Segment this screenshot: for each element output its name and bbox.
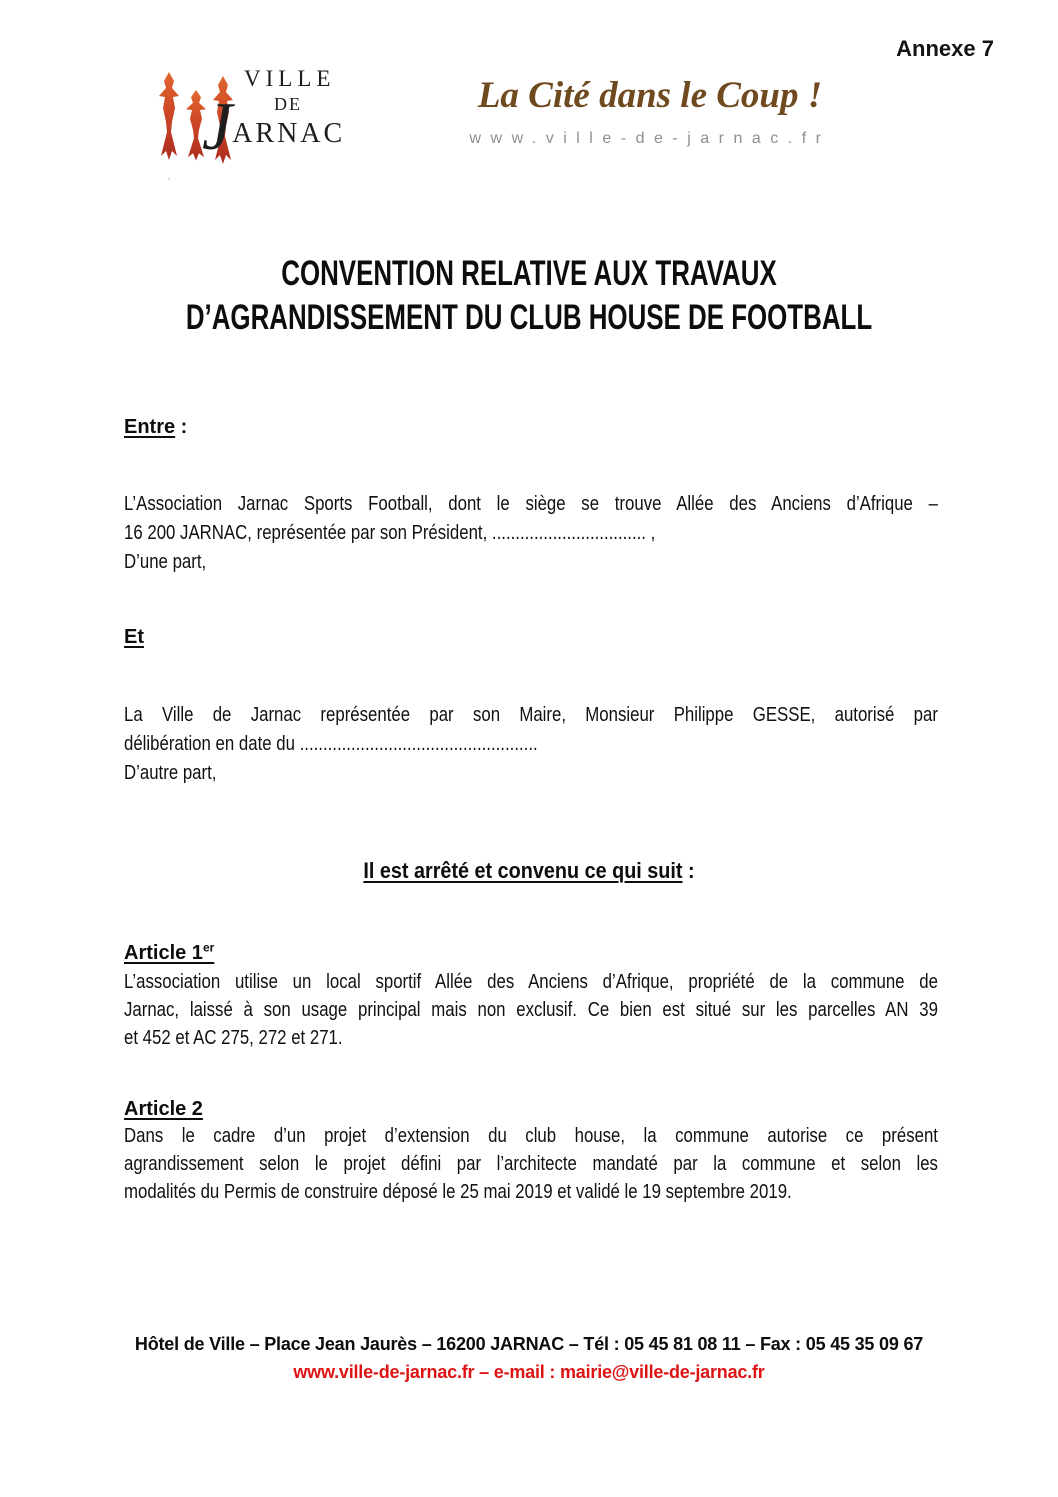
article1-heading: [124, 940, 214, 965]
article2-paragraph: [124, 1122, 938, 1206]
article1-line: Jarnac, laissé à son usage principal mais non exclusif. Ce bien est situé sur les parcelles AN 39: [124, 999, 938, 1021]
party1-line: D’une part,: [124, 551, 207, 573]
et-label: Et: [124, 626, 144, 648]
city-tagline: La Cité dans le Coup !: [477, 75, 823, 116]
entre-label: Entre: [124, 416, 176, 438]
party2-line: délibération en date du ...................................................: [124, 733, 538, 755]
article2-heading-text: Article 2: [124, 1098, 203, 1120]
footer-contact: www.ville-de-jarnac.fr – e-mail : mairie@ville-de-jarnac.fr: [293, 1362, 765, 1382]
logo-text-ville: VILLE: [244, 66, 336, 91]
section-heading-et: [124, 626, 144, 649]
ville-de-jarnac-logo: [158, 62, 418, 182]
article2-line: agrandissement selon le projet défini par l’architecte mandaté par la commune et selon les: [124, 1153, 938, 1175]
article1-heading-superscript: er: [202, 940, 215, 954]
article2-line: Dans le cadre d’un projet d’extension du club house, la commune autorise ce présent: [124, 1125, 938, 1147]
article1-line: L’association utilise un local sportif Allée des Anciens d’Afrique, propriété de la commune de: [124, 971, 938, 993]
party2-line: D’autre part,: [124, 762, 217, 784]
article1-paragraph: [124, 968, 938, 1052]
logo-text-jarnac: [202, 88, 346, 164]
footer-address: Hôtel de Ville – Place Jean Jaurès – 16200 JARNAC – Tél : 05 45 81 08 11 – Fax : 05 45 35 09 67: [134, 1334, 924, 1354]
document-title-line1: CONVENTION RELATIVE AUX TRAVAUX: [281, 254, 777, 293]
agreement-heading: [53, 858, 1005, 884]
logo-text-de: DE: [274, 94, 302, 114]
section-heading-entre: [124, 416, 187, 439]
document-title-line2: D’AGRANDISSEMENT DU CLUB HOUSE DE FOOTBALL: [185, 298, 873, 337]
header-website-url: www.ville-de-jarnac.fr: [469, 130, 831, 147]
party1-line: L’Association Jarnac Sports Football, dont le siège se trouve Allée des Anciens d’Afrique –: [124, 493, 938, 515]
annexe-label: Annexe 7: [896, 36, 994, 61]
logo-jarnac-initial: J: [202, 88, 233, 164]
party2-paragraph: [124, 701, 938, 788]
document-title: [138, 252, 921, 340]
entre-colon: :: [175, 416, 188, 438]
party1-line: 16 200 JARNAC, représentée par son Président, ................................. ,: [124, 522, 656, 544]
article2-line: modalités du Permis de construire déposé le 25 mai 2019 et validé le 19 septembre 2019.: [124, 1181, 792, 1203]
logo-jarnac-rest: ARNAC: [232, 118, 346, 149]
article2-heading: [124, 1098, 203, 1121]
article1-line: et 452 et AC 275, 272 et 271.: [124, 1027, 343, 1049]
party2-line: La Ville de Jarnac représentée par son Maire, Monsieur Philippe GESSE, autorisé par: [124, 704, 938, 726]
agreement-heading-text: Il est arrêté et convenu ce qui suit: [363, 858, 683, 883]
header-slogan-block: [420, 74, 880, 148]
article1-heading-text: Article 1er: [124, 940, 215, 964]
party1-paragraph: [124, 490, 938, 577]
agreement-heading-colon: :: [682, 858, 695, 883]
